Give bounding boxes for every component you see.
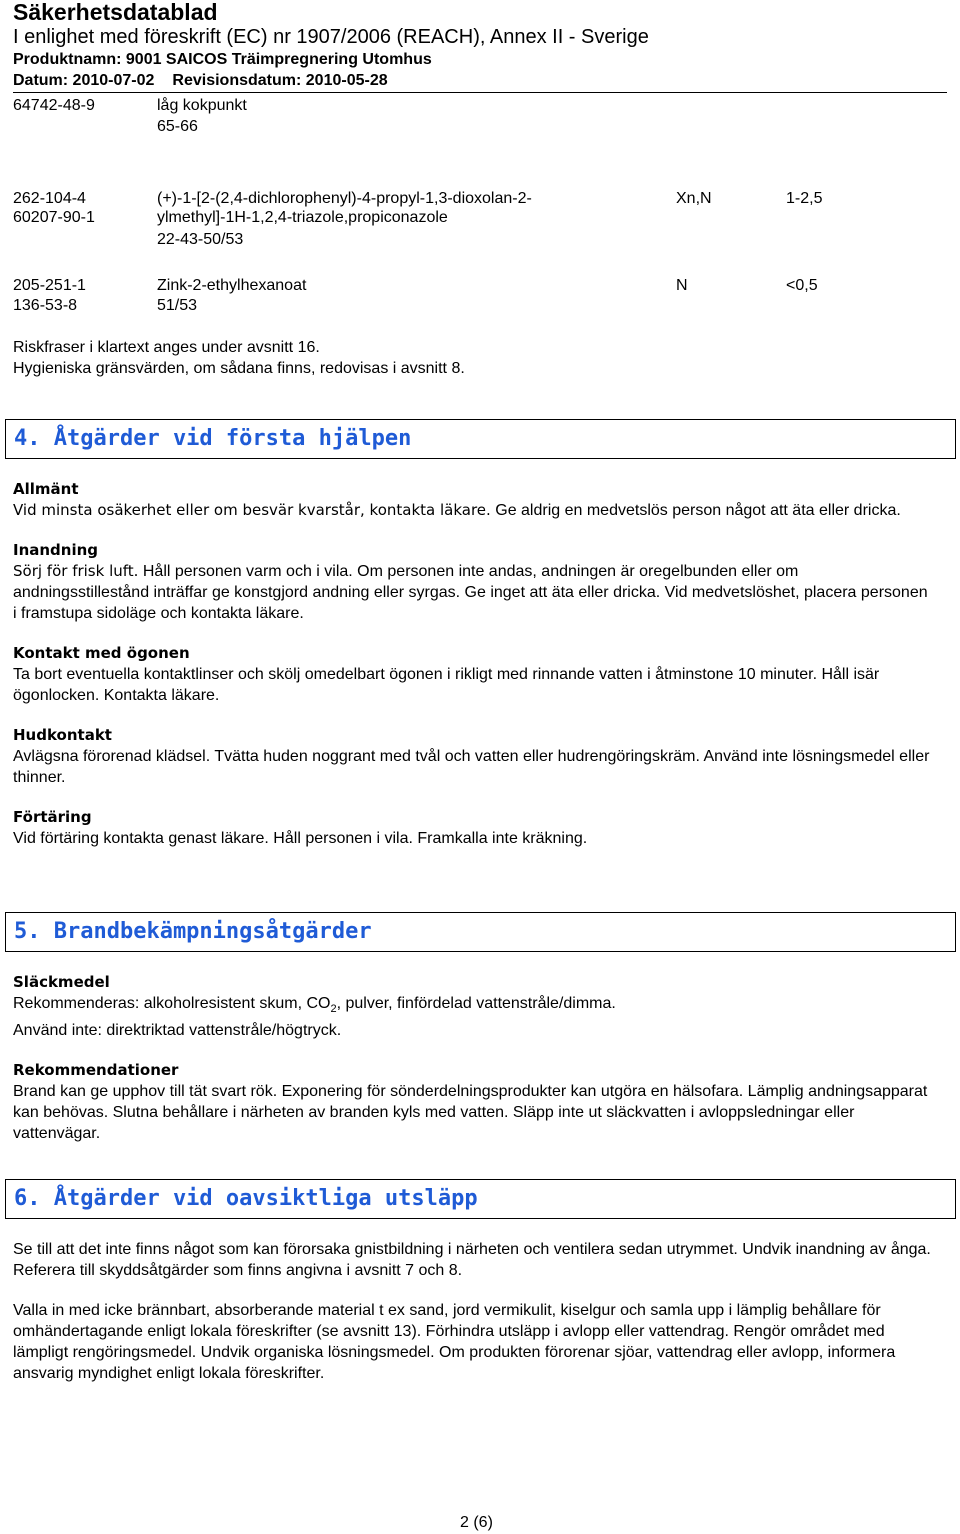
section-6-paragraph-1: Se till att det inte finns något som kan förorsaka gnistbildning i närheten och ventilera sedan utrymmet. Undvik inandning av ånga. Referera till skyddsåtgärder som finns angivna i avsnitt 7 och 8. — [13, 1241, 931, 1279]
component-ec: 262-104-4 — [13, 190, 86, 207]
recommendations-heading: Rekommendationer — [13, 1061, 179, 1080]
component-class: Xn,N — [676, 190, 712, 207]
general-heading: Allmänt — [13, 480, 79, 498]
component-conc: 1-2,5 — [786, 190, 823, 207]
section-6-title: 6. Åtgärder vid oavsiktliga utsläpp — [14, 1186, 478, 1211]
page-number: 2 (6) — [460, 1514, 493, 1531]
component-value: 65-66 — [157, 118, 198, 135]
section-4-body — [13, 479, 933, 849]
exposure-limit-note: Hygieniska gränsvärden, om sådana finns, redovisas i avsnitt 8. — [13, 360, 465, 377]
component-ec: 205-251-1 — [13, 277, 86, 294]
component-cas: 136-53-8 — [13, 297, 78, 314]
component-conc: <0,5 — [786, 277, 818, 294]
component-cas: 60207-90-1 — [13, 209, 95, 226]
ingestion-text: Vid förtäring kontakta genast läkare. Håll personen i vila. Framkalla inte kräkning. — [13, 830, 588, 847]
section-6-header — [5, 1179, 956, 1219]
unsuitable-media-text: Använd inte: direktriktad vattenstråle/högtryck. — [13, 1022, 342, 1040]
ingestion-heading: Förtäring — [13, 808, 92, 826]
recommendations-text: Brand kan ge upphov till tät svart rök. Exponering för sönderdelningsprodukter kan utgöra en hälsofara. Lämplig andningsapparat kan behövas. Slutna behållare i närheten av branden kyls med vatten. Släpp inte ut släckvatten i avloppsledningar eller vattenvägar. — [13, 1083, 928, 1143]
section-4-title: 4. Åtgärder vid första hjälpen — [14, 426, 412, 451]
inhalation-heading: Inandning — [13, 541, 99, 559]
component-class: N — [676, 277, 688, 294]
section-5-body — [13, 972, 933, 1144]
section-5-title: 5. Brandbekämpningsåtgärder — [14, 919, 372, 944]
date-line — [13, 72, 388, 90]
product-name: Produktnamn: 9001 SAICOS Träimpregnering Utomhus — [13, 51, 432, 68]
eye-contact-heading: Kontakt med ögonen — [13, 644, 190, 662]
skin-contact-text: Avlägsna förorenad klädsel. Tvätta huden noggrant med tvål och vatten eller hudrengöringskräm. Använd inte lösningsmedel eller thinner. — [13, 748, 930, 786]
component-risk: 22-43-50/53 — [157, 231, 244, 248]
component-name: (+)-1-[2-(2,4-dichlorophenyl)-4-propyl-1,3-dioxolan-2- — [157, 190, 532, 207]
extinguishing-media-text: Rekommenderas: alkoholresistent skum, $CO_2$, pulver, finfördelad vattenstråle/dimma. — [13, 995, 616, 1016]
risk-phrase-note: Riskfraser i klartext anges under avsnitt 16. — [13, 339, 320, 356]
skin-contact-heading: Hudkontakt — [13, 726, 112, 744]
general-text: Vid minsta osäkerhet eller om besvär kvarstår, kontakta läkare. Ge aldrig en medvetslös person något att äta eller dricka. — [13, 501, 901, 519]
section-6-body — [13, 1239, 933, 1384]
component-name: Zink-2-ethylhexanoat — [157, 277, 307, 294]
section-4-header — [5, 419, 956, 459]
component-name-cont: ylmethyl]-1H-1,2,4-triazole,propiconazole — [157, 209, 448, 226]
header-divider — [13, 92, 947, 93]
inhalation-text: Sörj för frisk luft. Håll personen varm och i vila. Om personen inte andas, andningen är oregelbunden eller om andningsstillestånd inträffar ge konstgjord andning eller syrgas. Ge inget att äta eller dricka. Vid medvetslöshet, placera personen i framstupa sidoläge och kontakta läkare. — [13, 562, 928, 622]
component-note: låg kokpunkt — [157, 97, 247, 114]
revision-date: Revisionsdatum: 2010-05-28 — [172, 72, 388, 89]
issue-date: Datum: 2010-07-02 — [13, 72, 155, 89]
extinguishing-media-heading: Släckmedel — [13, 973, 110, 991]
regulation-line: I enlighet med föreskrift (EC) nr 1907/2006 (REACH), Annex II - Sverige — [13, 26, 649, 48]
document-title: Säkerhetsdatablad — [13, 0, 218, 25]
eye-contact-text: Ta bort eventuella kontaktlinser och skölj omedelbart ögonen i rikligt med rinnande vatten i åtminstone 10 minuter. Håll isär ögonlocken. Kontakta läkare. — [13, 666, 880, 704]
section-6-paragraph-2: Valla in med icke brännbart, absorberande material t ex sand, jord vermikulit, kiselgur och samla upp i lämplig behållare för omhändertagande enligt lokala föreskrifter (se avsnitt 13). Förhindra utsläpp i avlopp eller vattendrag. Rengör området med lämpligt rengöringsmedel. Undvik organiska lösningsmedel. Om produkten förorenar sjöar, vattendrag eller avlopp, informera ansvarig myndighet enligt lokala föreskrifter. — [13, 1302, 896, 1382]
section-5-header — [5, 912, 956, 952]
component-cas: 64742-48-9 — [13, 97, 95, 114]
component-risk: 51/53 — [157, 297, 198, 314]
